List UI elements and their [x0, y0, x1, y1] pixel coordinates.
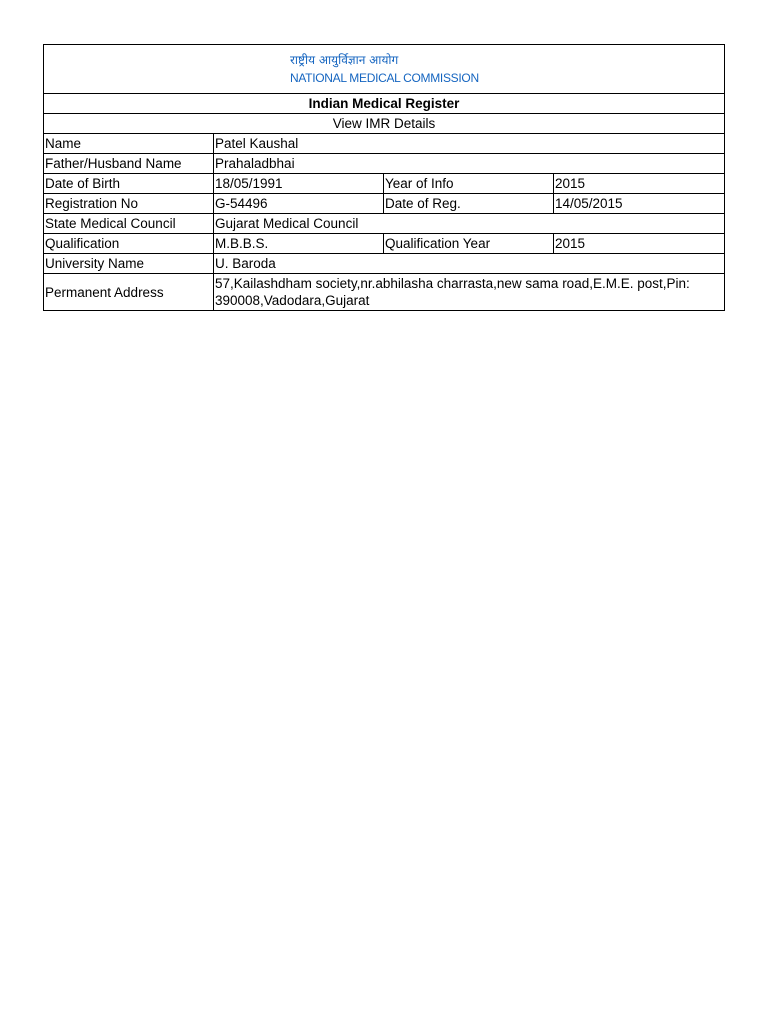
table-row	[44, 234, 725, 254]
imr-details-table	[43, 44, 725, 311]
table-row	[44, 174, 725, 194]
council-label: State Medical Council	[44, 214, 214, 234]
dob-value: 18/05/1991	[214, 174, 384, 194]
university-value: U. Baroda	[214, 254, 725, 274]
council-value: Gujarat Medical Council	[214, 214, 725, 234]
title-row	[44, 94, 725, 114]
reg-date-value: 14/05/2015	[554, 194, 725, 214]
year-info-label: Year of Info	[384, 174, 554, 194]
father-value: Prahaladbhai	[214, 154, 725, 174]
qualification-label: Qualification	[44, 234, 214, 254]
org-name-hindi: राष्ट्रीय आयुर्विज्ञान आयोग	[290, 53, 399, 67]
address-label: Permanent Address	[44, 274, 214, 311]
imr-sheet	[43, 44, 724, 311]
address-value: 57,Kailashdham society,nr.abhilasha charrasta,new sama road,E.M.E. post,Pin: 390008,Vadodara,Gujarat	[214, 274, 725, 311]
name-label: Name	[44, 134, 214, 154]
subtitle-row	[44, 114, 725, 134]
table-row	[44, 134, 725, 154]
university-label: University Name	[44, 254, 214, 274]
nmc-logo	[290, 53, 479, 86]
qualification-value: M.B.B.S.	[214, 234, 384, 254]
org-name-english: NATIONAL MEDICAL COMMISSION	[290, 71, 479, 85]
year-info-value: 2015	[554, 174, 725, 194]
qual-year-label: Qualification Year	[384, 234, 554, 254]
logo-row	[44, 45, 725, 94]
reg-no-label: Registration No	[44, 194, 214, 214]
logo-cell	[44, 45, 725, 94]
qual-year-value: 2015	[554, 234, 725, 254]
reg-date-label: Date of Reg.	[384, 194, 554, 214]
dob-label: Date of Birth	[44, 174, 214, 194]
table-row	[44, 194, 725, 214]
table-row	[44, 214, 725, 234]
table-row	[44, 154, 725, 174]
father-label: Father/Husband Name	[44, 154, 214, 174]
name-value: Patel Kaushal	[214, 134, 725, 154]
table-row	[44, 274, 725, 311]
register-title: Indian Medical Register	[44, 94, 725, 114]
table-row	[44, 254, 725, 274]
reg-no-value: G-54496	[214, 194, 384, 214]
register-subtitle: View IMR Details	[44, 114, 725, 134]
